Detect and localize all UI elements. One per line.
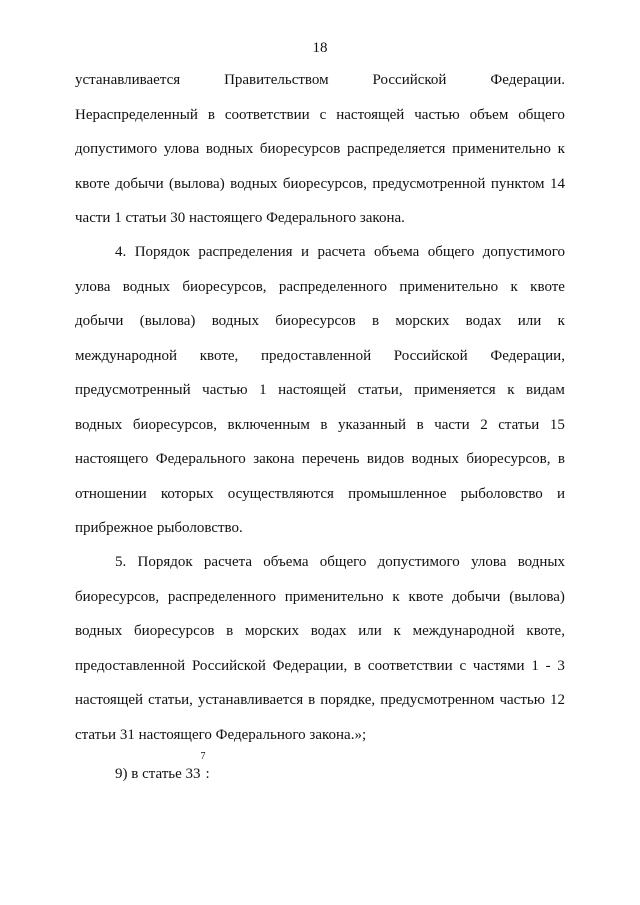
word: улова: [75, 278, 111, 295]
word: устанавливается: [75, 72, 181, 88]
word: квоте: [408, 588, 444, 605]
word: допустимого: [482, 244, 565, 260]
continuation-paragraph: [75, 63, 565, 236]
text-line: части 1 статьи 30 настоящего Федерального закона.: [75, 210, 405, 226]
word: биоресурсов,: [466, 451, 551, 467]
word: частями: [472, 657, 525, 674]
word: настоящей: [278, 382, 347, 398]
word: добычи: [452, 588, 501, 605]
word: частью: [202, 382, 248, 398]
text-line: [75, 442, 565, 477]
word: статьи,: [357, 382, 403, 398]
text-line: [75, 614, 565, 649]
word: биоресурсов,: [132, 416, 217, 433]
word: 1: [531, 657, 539, 674]
page-number: 18: [312, 40, 328, 56]
word: настоящей: [336, 106, 405, 123]
word: предусмотренном: [380, 692, 495, 708]
word: закона: [253, 451, 295, 467]
word: квоте,: [526, 623, 565, 639]
word: осуществляются: [227, 485, 334, 502]
word: и: [300, 244, 309, 260]
word: 14: [549, 175, 565, 192]
word: применительно: [399, 278, 499, 295]
word: распределяется: [346, 141, 446, 157]
word: перечень: [301, 451, 360, 467]
word: применяется: [414, 382, 496, 398]
text-line: [75, 683, 565, 718]
text-line: [75, 304, 565, 339]
text-line: [75, 270, 565, 305]
word: объем: [469, 106, 509, 123]
word: указанный: [338, 416, 407, 433]
word: Федерации.: [490, 72, 565, 88]
word: (вылова): [169, 175, 225, 192]
text-line: прибрежное рыболовство.: [75, 520, 243, 536]
word: 1: [259, 382, 267, 398]
word: -: [545, 657, 551, 674]
word: промышленное: [348, 485, 447, 502]
word: соответствии: [367, 657, 453, 674]
word: и: [556, 485, 565, 502]
word: к: [393, 623, 401, 639]
word: допустимого: [377, 554, 460, 570]
word: Федерации,: [272, 657, 348, 674]
item-9-superscript: 7: [200, 751, 206, 762]
word: биоресурсов,: [282, 175, 367, 192]
text-line: [75, 339, 565, 374]
word: международной: [412, 623, 515, 639]
text-line: [75, 132, 565, 167]
word: в: [320, 416, 328, 433]
word: с: [319, 106, 327, 123]
text-line: статьи 31 настоящего Федерального закона.»;: [75, 726, 367, 743]
word: водных: [75, 416, 123, 433]
text-line: [75, 235, 565, 270]
word: квоте: [75, 175, 110, 192]
word: соответствии: [224, 106, 310, 123]
word: пунктом: [490, 175, 545, 192]
word: распределенного: [278, 278, 387, 295]
word: биоресурсов,: [182, 278, 267, 295]
word: морских: [244, 623, 299, 639]
word: предусмотренный: [75, 382, 191, 398]
word: настоящей: [75, 692, 144, 708]
word: рыболовство: [460, 485, 543, 502]
word: к: [507, 382, 515, 398]
word: к: [557, 141, 565, 157]
word: биоресурсов,: [75, 588, 160, 605]
word: 3: [557, 657, 565, 674]
word: части: [434, 416, 470, 433]
word: предусмотренной: [372, 175, 486, 192]
word: к: [392, 588, 400, 605]
word: улова: [163, 141, 200, 157]
text-line: [75, 167, 565, 202]
word: видам: [526, 382, 565, 398]
paragraph-5: [75, 545, 565, 752]
paragraph-4: [75, 235, 565, 546]
word: (вылова): [139, 313, 196, 329]
word: частью: [499, 692, 545, 708]
text-line: [75, 373, 565, 408]
word: применительно: [452, 141, 551, 157]
text-line: [75, 580, 565, 615]
word: морских: [395, 313, 450, 329]
word: в: [371, 313, 380, 329]
word: к: [557, 313, 565, 329]
word: водах: [310, 623, 347, 639]
word: Правительством: [224, 72, 329, 88]
word: включенным: [227, 416, 310, 433]
word: которых: [160, 485, 214, 502]
text-line: [75, 408, 565, 443]
word: квоте: [530, 278, 565, 295]
word: частью: [414, 106, 460, 123]
word: настоящего: [75, 451, 149, 467]
word: в: [226, 623, 234, 639]
word: Российской: [372, 72, 447, 88]
word: 2: [480, 416, 488, 433]
word: водах: [465, 313, 502, 329]
word: водных: [75, 623, 123, 639]
word: Российской: [393, 347, 468, 364]
word: водных: [230, 175, 278, 192]
word: биоресурсов: [259, 141, 341, 157]
word: с: [459, 657, 467, 674]
word: порядке,: [320, 692, 376, 708]
word: устанавливается: [197, 692, 304, 708]
word: 4.: [115, 244, 127, 260]
word: распределения: [198, 244, 293, 260]
word: добычи: [75, 313, 124, 329]
word: водных: [205, 141, 254, 157]
word: видов: [366, 451, 405, 467]
item-9: [75, 751, 565, 792]
text-line: [75, 63, 565, 98]
word: статьи: [498, 416, 540, 433]
word: предоставленной: [260, 347, 372, 364]
word: водных: [517, 554, 565, 570]
word: водных: [122, 278, 171, 295]
word: Порядок: [134, 244, 190, 260]
word: применительно: [284, 588, 384, 605]
word: в: [416, 416, 424, 433]
text-line: [75, 649, 565, 684]
word: или: [358, 623, 382, 639]
word: 5.: [115, 554, 127, 570]
word: Федерации,: [490, 347, 565, 364]
word: (вылова): [509, 588, 565, 605]
word: 12: [549, 692, 565, 708]
word: в: [207, 106, 215, 123]
word: квоте,: [199, 347, 239, 364]
word: общего: [518, 106, 565, 123]
word: биоресурсов: [134, 623, 215, 639]
word: общего: [427, 244, 475, 260]
text-line: [75, 545, 565, 580]
word: расчета: [203, 554, 253, 570]
word: объема: [263, 554, 309, 570]
word: Российской: [191, 657, 266, 674]
text-line: [75, 751, 565, 792]
word: в: [308, 692, 316, 708]
word: распределенного: [167, 588, 276, 605]
item-9-suffix: :: [205, 766, 210, 782]
word: 15: [549, 416, 565, 433]
word: водных: [411, 451, 459, 467]
word: в: [557, 451, 565, 467]
word: Порядок: [137, 554, 193, 570]
word: к: [510, 278, 518, 295]
word: статьи,: [148, 692, 193, 708]
word: Нераспределенный: [75, 106, 198, 123]
word: предоставленной: [75, 657, 186, 674]
word: расчета: [317, 244, 366, 260]
word: отношении: [75, 485, 147, 502]
word: общего: [319, 554, 367, 570]
text-line: [75, 98, 565, 133]
word: международной: [75, 347, 178, 364]
word: водных: [211, 313, 259, 329]
word: объема: [374, 244, 420, 260]
word: допустимого: [75, 141, 158, 157]
item-9-text: 9) в статье 33: [115, 766, 201, 782]
word: Федерального: [155, 451, 246, 467]
word: добычи: [115, 175, 164, 192]
text-line: [75, 477, 565, 512]
word: улова: [471, 554, 507, 570]
word: или: [517, 313, 542, 329]
word: биоресурсов: [275, 313, 356, 329]
word: в: [354, 657, 362, 674]
